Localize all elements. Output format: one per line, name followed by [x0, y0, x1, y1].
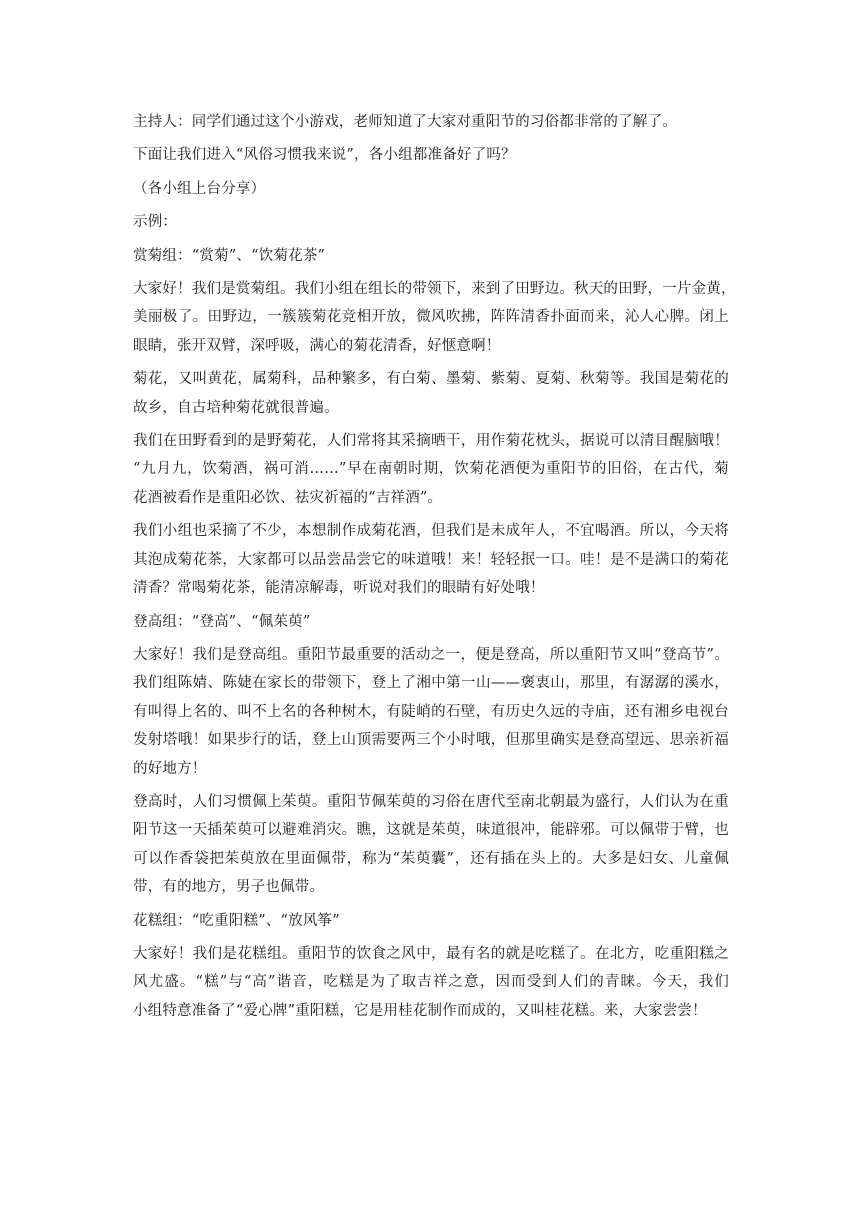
text-line: 登高组：“登高”、“佩茱萸”	[133, 613, 311, 630]
text-line: 小组特意准备了“爱心牌”重阳糕，它是用桂花制作而成的，又叫桂花糕。来，大家尝尝！	[133, 1002, 707, 1019]
text-line: 赏菊组：“赏菊”、“饮菊花茶”	[133, 247, 326, 264]
paragraph	[133, 141, 729, 169]
text-line: 我们在田野看到的是野菊花，人们常将其采摘晒干，用作菊花枕头，据说可以清目醒脑哦！	[133, 433, 729, 450]
text-line: 我们组陈婧、陈婕在家长的带领下，登上了湘中第一山——褒衷山，那里，有潺潺的溪水，	[133, 675, 729, 692]
paragraph	[133, 517, 729, 602]
text-line: 有叫得上名的、叫不上名的各种树木，有陡峭的石壁，有历史久远的寺庙，还有湘乡电视台	[133, 703, 729, 720]
text-line: 花酒被看作是重阳必饮、祛灾祈福的“吉祥酒”。	[133, 489, 443, 506]
text-line: 登高时，人们习惯佩上茱萸。重阳节佩茱萸的习俗在唐代至南北朝最为盛行，人们认为在重	[133, 793, 729, 810]
text-line: 花糕组：“吃重阳糕”、“放风筝”	[133, 912, 340, 929]
paragraph	[133, 208, 729, 236]
text-line: 眼睛，张开双臂，深呼吸，满心的菊花清香，好惬意啊！	[133, 337, 501, 354]
text-line: 示例：	[133, 214, 178, 231]
text-line: 其泡成菊花茶，大家都可以品尝品尝它的味道哦！来！轻轻抿一口。哇！是不是满口的菊花	[133, 551, 729, 568]
text-line: 风尤盛。“糕”与“高”谐音，吃糕是为了取吉祥之意，因而受到人们的青睐。今天，我们	[133, 974, 729, 991]
paragraph	[133, 242, 729, 270]
paragraph	[133, 427, 729, 512]
text-line: 带，有的地方，男子也佩带。	[133, 879, 325, 896]
text-line: 可以作香袋把茱萸放在里面佩带，称为“茱萸囊”，还有插在头上的。大多是妇女、儿童佩	[133, 850, 729, 867]
document-page	[133, 108, 736, 1030]
paragraph	[133, 365, 729, 422]
text-line: 故乡，自古培种菊花就很普遍。	[133, 399, 339, 416]
paragraph	[133, 608, 729, 636]
text-line: 下面让我们进入“风俗习惯我来说”，各小组都准备好了吗？	[133, 147, 516, 164]
text-line: 的好地方！	[133, 760, 207, 777]
text-line: 主持人：同学们通过这个小游戏，老师知道了大家对重阳节的习俗都非常的了解了。	[133, 114, 677, 130]
paragraph	[133, 940, 729, 1025]
text-line: 菊花，又叫黄花，属菊科，品种繁多，有白菊、墨菊、紫菊、夏菊、秋菊等。我国是菊花的	[133, 371, 729, 388]
paragraph	[133, 907, 729, 935]
text-line: 大家好！我们是花糕组。重阳节的饮食之风中，最有名的就是吃糕了。在北方，吃重阳糕之	[133, 945, 729, 962]
text-line: 大家好！我们是赏菊组。我们小组在组长的带领下，来到了田野边。秋天的田野，一片金黄，	[133, 281, 736, 298]
text-line: 阳节这一天插茱萸可以避难消灾。瞧，这就是茱萸，味道很冲，能辟邪。可以佩带于臂，也	[133, 822, 729, 839]
paragraph	[133, 175, 729, 203]
paragraph	[133, 641, 729, 783]
text-line: 大家好！我们是登高组。重阳节最重要的活动之一，便是登高，所以重阳节又叫“登高节”。	[133, 646, 729, 663]
text-line: 我们小组也采摘了不少，本想制作成菊花酒，但我们是未成年人，不宜喝酒。所以，今天将	[133, 523, 729, 540]
text-line: “九月九，饮菊酒，祸可消……”早在南朝时期，饮菊花酒便为重阳节的旧俗，在古代，菊	[133, 461, 729, 478]
text-line: 美丽极了。田野边，一簇簇菊花竞相开放，微风吹拂，阵阵清香扑面而来，沁人心脾。闭上	[133, 309, 729, 326]
text-line: 发射塔哦！如果步行的话，登上山顶需要两三个小时哦，但那里确实是登高望远、思亲祈福	[133, 732, 729, 749]
text-line: 清香？常喝菊花茶，能清凉解毒，听说对我们的眼睛有好处哦！	[133, 580, 545, 597]
text-line: （各小组上台分享）	[133, 180, 266, 197]
paragraph	[133, 275, 736, 360]
paragraph	[133, 788, 729, 902]
paragraph	[133, 108, 729, 136]
